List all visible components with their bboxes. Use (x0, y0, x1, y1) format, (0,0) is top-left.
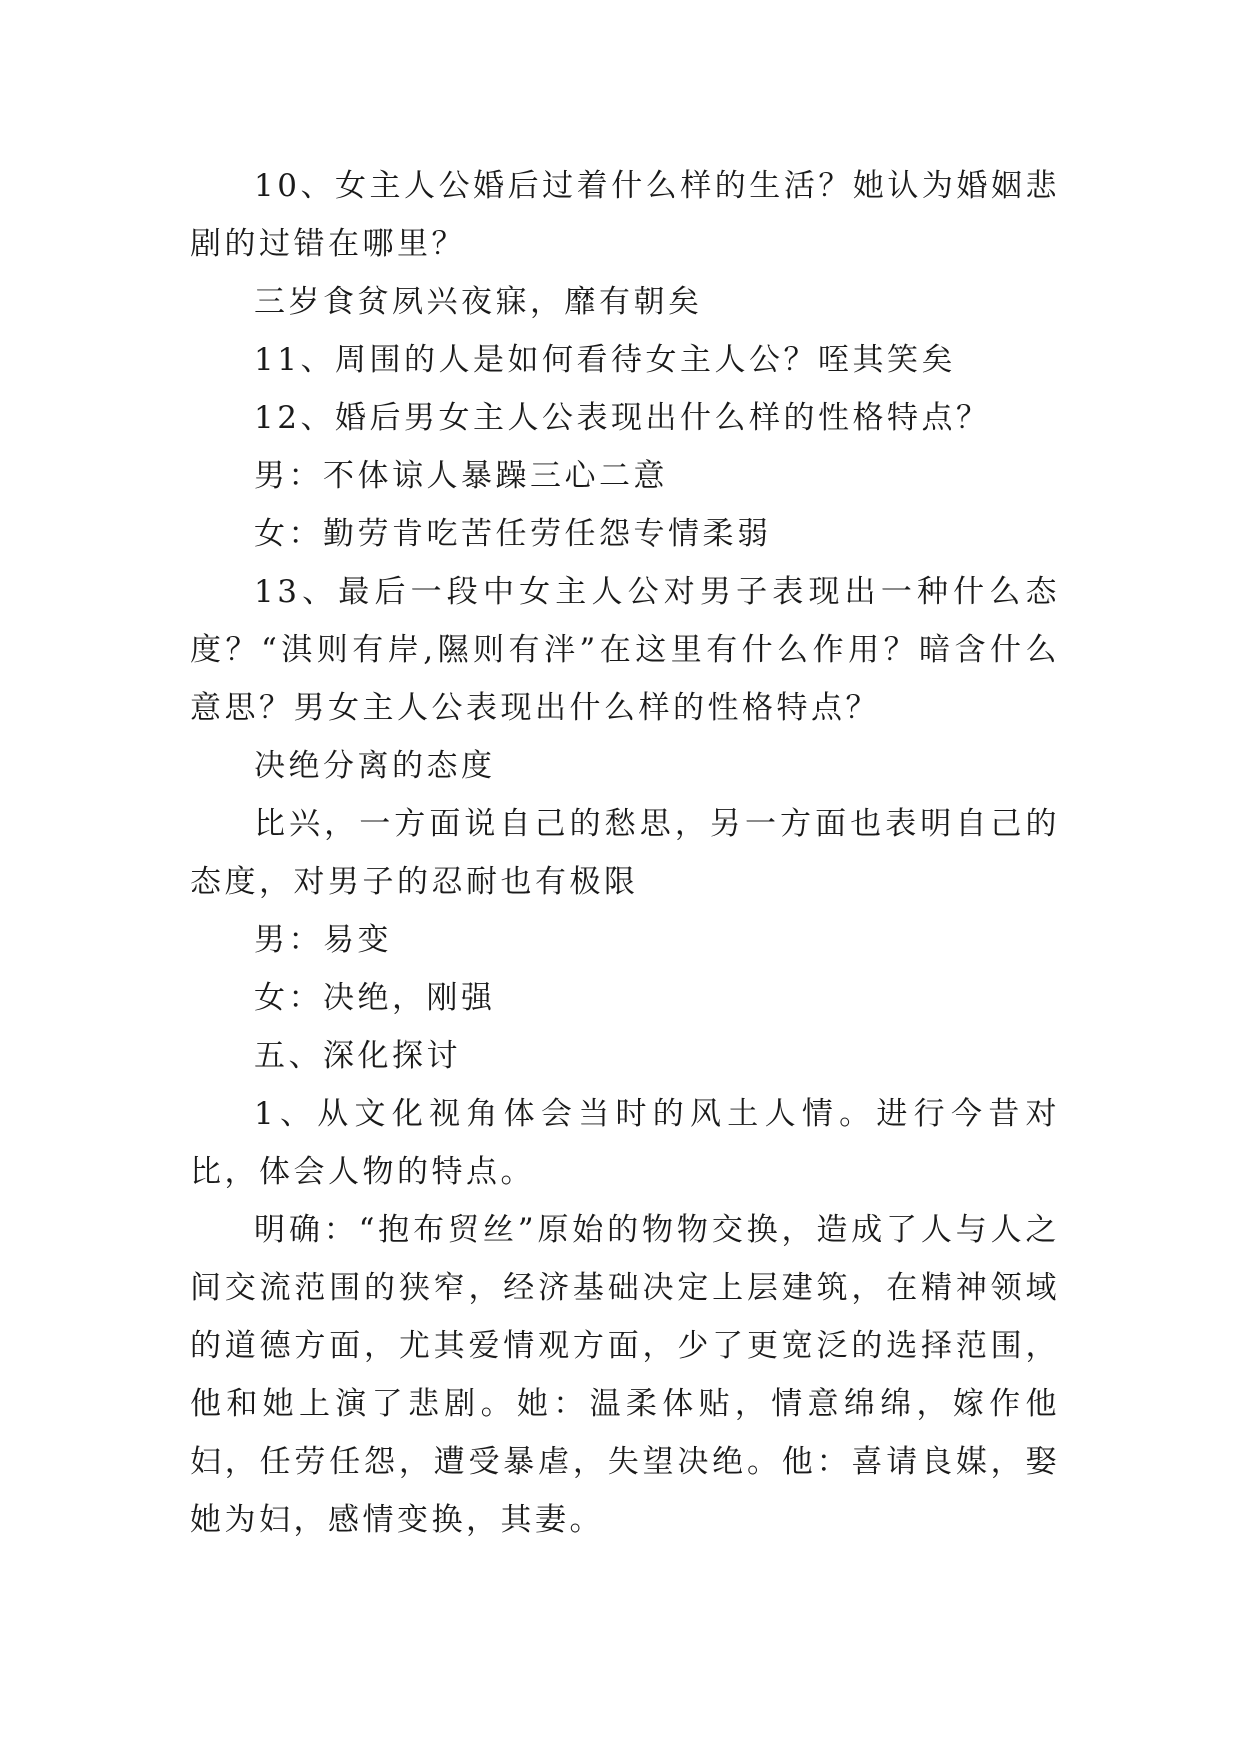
paragraph-a10: 三岁食贫夙兴夜寐，靡有朝矣 (254, 284, 703, 320)
paragraph-a13-male: 男：易变 (254, 922, 392, 958)
paragraph-a13-female: 女：决绝，刚强 (254, 980, 496, 1016)
paragraph-a12-female: 女：勤劳肯吃苦任劳任怨专情柔弱 (254, 516, 772, 552)
section-heading-5: 五、深化探讨 (254, 1038, 461, 1074)
paragraph-discussion-1: 1、从文化视角体会当时的风土人情。进行今昔对比，体会人物的特点。 (190, 1096, 1060, 1190)
document-body (190, 157, 1060, 1549)
paragraph-q13: 13、最后一段中女主人公对男子表现出一种什么态度？“淇则有岸,隰则有泮”在这里有什么作用？暗含什么意思？男女主人公表现出什么样的性格特点？ (190, 574, 1060, 726)
paragraph-q10: 10、女主人公婚后过着什么样的生活？她认为婚姻悲剧的过错在哪里？ (190, 168, 1060, 262)
paragraph-a13-function: 比兴，一方面说自己的愁思，另一方面也表明自己的态度，对男子的忍耐也有极限 (190, 806, 1060, 900)
paragraph-a12-male: 男：不体谅人暴躁三心二意 (254, 458, 668, 494)
paragraph-q12: 12、婚后男女主人公表现出什么样的性格特点？ (254, 400, 991, 436)
paragraph-q11: 11、周围的人是如何看待女主人公？咥其笑矣 (254, 342, 956, 378)
paragraph-a13-attitude: 决绝分离的态度 (254, 748, 496, 784)
paragraph-clarification: 明确：“抱布贸丝”原始的物物交换，造成了人与人之间交流范围的狭窄，经济基础决定上层建筑，在精神领域的道德方面，尤其爱情观方面，少了更宽泛的选择范围，他和她上演了悲剧。她：温柔体贴，情意绵绵，嫁作他妇，任劳任怨，遭受暴虐，失望决绝。他：喜请良媒，娶她为妇，感情变换，其妻。 (190, 1212, 1060, 1538)
